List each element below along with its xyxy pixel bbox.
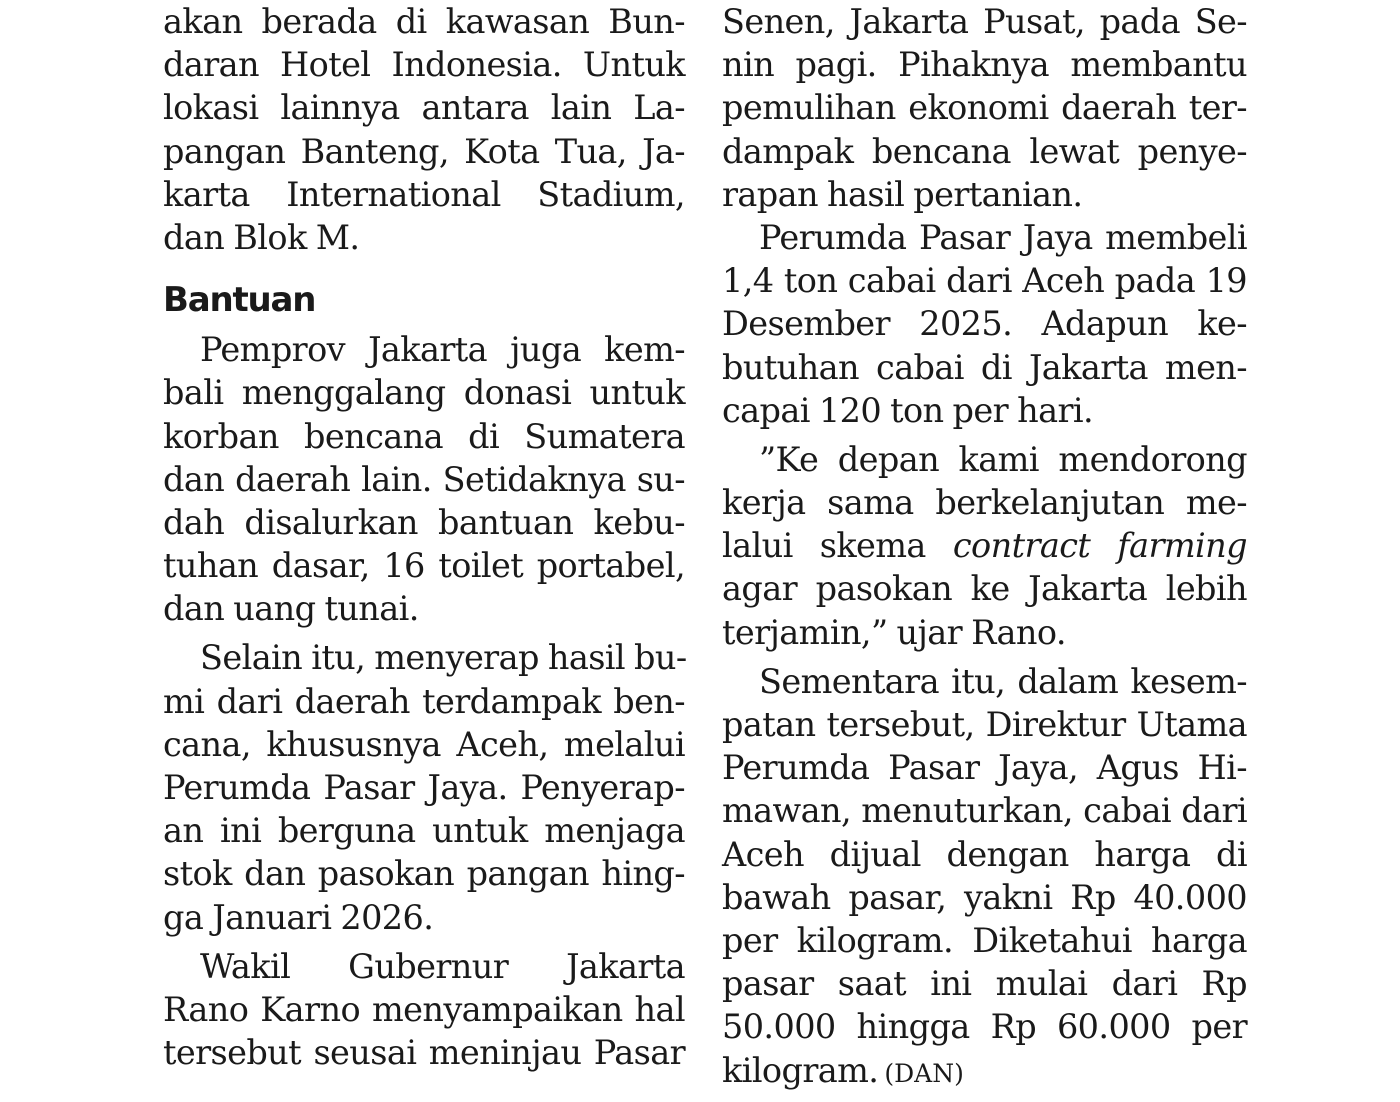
text-line: pangan Banteng, Kota Tua, Ja- [163, 131, 685, 171]
text-line: dan uang tunai. [163, 589, 419, 629]
text-line: pemulihan ekonomi daerah ter- [722, 88, 1247, 128]
text-line: per kilogram. Diketahui harga [722, 920, 1247, 960]
text-line: kerja sama berkelanjutan me- [722, 483, 1247, 523]
text-line: karta International Stadium, [163, 174, 685, 214]
text-line: akan berada di kawasan Bun- [163, 2, 685, 41]
text-line: ga Januari 2026. [163, 897, 434, 937]
paragraph-bantuan [163, 328, 685, 630]
text-line: tersebut seusai meninjau Pasar [163, 1033, 685, 1073]
text-line: 1,4 ton cabai dari Aceh pada 19 [722, 261, 1247, 301]
text-line: dan Blok M. [163, 217, 360, 257]
text-line: Selain itu, menyerap hasil bu- [200, 638, 687, 678]
text-line: butuhan cabai di Jakarta men- [722, 347, 1247, 387]
section-heading: Bantuan [163, 280, 316, 321]
paragraph-continuation [722, 0, 1247, 216]
text-line [722, 524, 1247, 567]
paragraph-quote [722, 438, 1247, 654]
text-line: nin pagi. Pihaknya membantu [722, 45, 1247, 85]
text-line: korban bencana di Sumatera [163, 416, 685, 456]
italic-term: contract farming [952, 526, 1247, 566]
paragraph-continuation [163, 0, 685, 259]
text-line: Senen, Jakarta Pusat, pada Se- [722, 2, 1247, 41]
text-fragment: lalui skema [722, 526, 926, 566]
text-line: dah disalurkan bantuan kebu- [163, 502, 685, 542]
text-line: mi dari daerah terdampak ben- [163, 681, 685, 721]
text-line: bali menggalang donasi untuk [163, 373, 685, 413]
text-line: patan tersebut, Direktur Utama [722, 705, 1247, 744]
text-line: agar pasokan ke Jakarta lebih [722, 569, 1247, 609]
text-line: dan daerah lain. Setidaknya su- [163, 459, 685, 499]
paragraph-harga [722, 660, 1247, 1092]
text-line: cana, khususnya Aceh, melalui [163, 724, 685, 764]
text-line: mawan, menuturkan, cabai dari [722, 791, 1247, 831]
paragraph-hasil-bumi [163, 636, 685, 938]
text-line: Perumda Pasar Jaya, Agus Hi- [722, 748, 1247, 788]
text-line: terjamin,” ujar Rano. [722, 612, 1066, 652]
text-line: daran Hotel Indonesia. Untuk [163, 45, 685, 85]
text-line: an ini berguna untuk menjaga [163, 811, 685, 851]
text-line: lokasi lainnya antara lain La- [163, 88, 685, 128]
text-line: capai 120 ton per hari. [722, 390, 1094, 430]
text-line: pasar saat ini mulai dari Rp [722, 964, 1247, 1004]
text-line: Perumda Pasar Jaya membeli [759, 217, 1247, 257]
text-line: rapan hasil pertanian. [722, 174, 1083, 214]
text-line: tuhan dasar, 16 toilet portabel, [163, 546, 685, 586]
text-line: Rano Karno menyampaikan hal [163, 989, 685, 1029]
text-fragment: kilogram. [722, 1050, 879, 1090]
text-line: Pemprov Jakarta juga kem- [200, 330, 685, 370]
text-line [722, 1049, 1247, 1092]
text-line: Aceh dijual dengan harga di [722, 834, 1247, 874]
text-line: Perumda Pasar Jaya. Penyerap- [163, 768, 685, 807]
text-line: dampak bencana lewat penye- [722, 131, 1247, 171]
text-line: Desember 2025. Adapun ke- [722, 304, 1247, 344]
author-credit: (DAN) [884, 1058, 964, 1088]
paragraph-pembelian-cabai [722, 216, 1247, 432]
paragraph-wakil-gubernur [163, 945, 685, 1075]
text-line: bawah pasar, yakni Rp 40.000 [722, 877, 1247, 917]
text-line: 50.000 hingga Rp 60.000 per [722, 1007, 1247, 1047]
text-line: ”Ke depan kami mendorong [759, 439, 1247, 479]
text-line: Wakil Gubernur Jakarta [200, 946, 685, 986]
article-column-left [163, 0, 685, 1074]
text-line: stok dan pasokan pangan hing- [163, 854, 685, 894]
text-line: Sementara itu, dalam kesem- [759, 661, 1247, 701]
article-column-right [722, 0, 1247, 1092]
